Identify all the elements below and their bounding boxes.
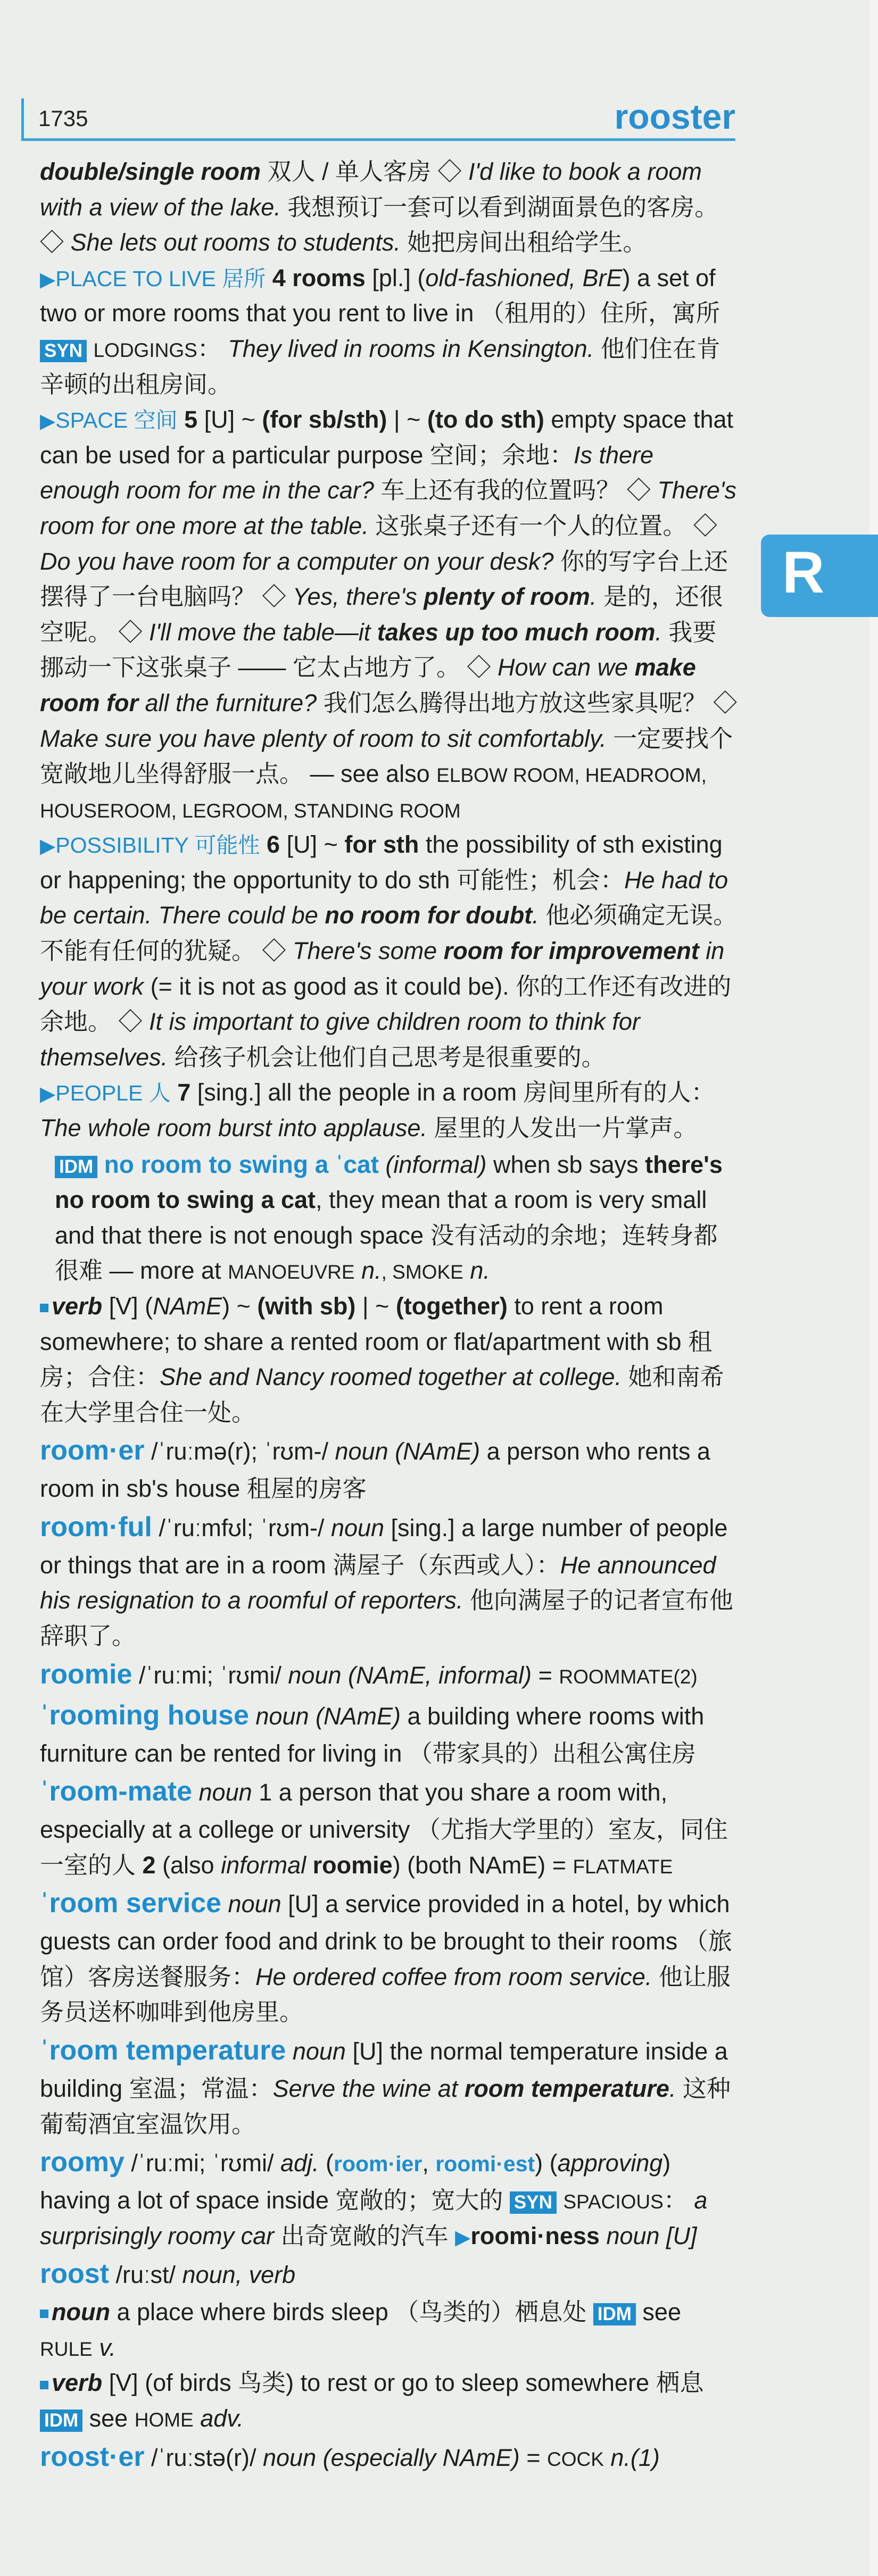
sense-number: 6 <box>267 831 280 858</box>
definition: empty space that can be used for a particular purpose 空间；余地： <box>40 406 734 469</box>
sense-space <box>40 402 740 827</box>
sense-number: 2 <box>142 1851 156 1879</box>
cross-reference: ELBOW ROOM, HEADROOM, HOUSEROOM, LEGROOM, STANDING ROOM <box>40 764 707 822</box>
entry-roomy: roomy /ˈruːmi; ˈrʊmi/ adj. (room·ier, roomi·est) (approving) having a lot of space inside 宽敞的；宽大的 SYN SPACIOUS： a surprisingly roomy car 出奇宽敞的汽车 ▶roomi·ness noun [U] <box>40 2147 708 2249</box>
sense-label: PLACE TO LIVE 居所 <box>55 266 266 291</box>
pos-label: noun <box>52 2298 110 2326</box>
translation: 我想预订一套可以看到湖面景色的客房。 ◇ <box>40 193 719 256</box>
cross-reference: MANOEUVRE <box>228 1261 355 1283</box>
idiom-phrase: no room to swing a ˈcat <box>104 1150 379 1178</box>
definition: [sing.] a large number of people or things that are in a room 满屋子（东西或人）： <box>40 1514 728 1579</box>
example: Yes, there's <box>293 583 424 611</box>
translation: 双人 / 单人客房 ◇ <box>261 158 469 185</box>
sense-place-to-live: ▶PLACE TO LIVE 居所 4 rooms [pl.] (old-fashioned, BrE) a set of two or more rooms that you rent to live in （租用的）住所，寓所 SYN LODGINGS： They lived in rooms in Kensington. 他们住在肯辛顿的出租房间。 <box>40 264 720 398</box>
thumb-index-tab <box>761 535 878 617</box>
example-bold: room temperature <box>464 2074 669 2102</box>
page-edge <box>869 0 878 2576</box>
translation: 他们住在肯辛顿的出租房间。 <box>40 335 720 398</box>
headword: ˈroom temperature <box>40 2035 286 2066</box>
part-of-speech: noun, verb <box>182 2261 296 2289</box>
synonym: SPACIOUS <box>563 2191 664 2213</box>
translation: 她把房间出租给学生。 <box>400 229 647 256</box>
sense-people <box>40 1075 740 1146</box>
entry-room-mate <box>40 1771 740 1883</box>
part-of-speech: noun <box>192 1779 252 1806</box>
pos-label: verb <box>52 1293 103 1320</box>
example-bold: no room for doubt <box>325 902 533 929</box>
pronunciation: /ˈruːstə(r)/ <box>144 2444 263 2471</box>
syn-badge: SYN <box>510 2191 557 2214</box>
translation: 是的，还很空呢。 ◇ <box>40 583 723 646</box>
part-of-speech: adv. <box>193 2405 244 2432</box>
roost-noun-block <box>40 2295 740 2365</box>
derivative-arrow-icon: ▶ <box>455 2226 471 2249</box>
pronunciation: /ˈruːmfʊl; ˈrʊm-/ <box>152 1514 331 1541</box>
example: Do you have room for a computer on your desk? <box>40 547 554 575</box>
example: all the furniture? <box>138 689 317 716</box>
example: She lets out rooms to students. <box>70 229 401 256</box>
part-of-speech: n. <box>463 1257 490 1285</box>
superlative: roomi·est <box>435 2152 535 2177</box>
definition: = <box>519 2444 547 2471</box>
entry-rooming-house <box>40 1695 740 1772</box>
part-of-speech: adj. <box>280 2149 319 2177</box>
see-text: see <box>82 2405 135 2432</box>
part-of-speech: noun <box>221 1890 281 1918</box>
definition: a place where birds sleep （鸟类的）栖息处 <box>110 2298 593 2326</box>
example: He had to be certain. There could be <box>40 866 728 929</box>
register: (especially NAmE) <box>316 2444 520 2471</box>
bullet-square-icon <box>40 2381 48 2389</box>
definition: to rent a room somewhere; to share a rented room or flat/apartment with sb 租房；合住： <box>40 1293 713 1391</box>
grammar: [pl.] ( <box>365 264 426 291</box>
cross-reference: COCK <box>546 2448 604 2470</box>
entry-room-temperature <box>40 2030 740 2142</box>
definition: the possibility of sth existing or happening; the opportunity to do sth 可能性；机会： <box>40 831 723 894</box>
header-bar <box>21 98 24 141</box>
register: (NAmE, informal) <box>341 1661 532 1689</box>
headword: roomie <box>40 1658 132 1690</box>
part-of-speech: noun <box>262 2444 317 2471</box>
sense-headword: rooms <box>292 264 366 291</box>
entries-column <box>40 154 740 2478</box>
entry-roomer <box>40 1430 740 1507</box>
headword: room·ful <box>40 1511 152 1543</box>
example: There's some <box>293 937 444 965</box>
room-intro-example <box>40 154 740 261</box>
definition: [U] the normal temperature inside a building 室温；常温： <box>40 2038 728 2102</box>
example: . <box>669 2074 676 2102</box>
pronunciation: /ruːst/ <box>109 2261 183 2289</box>
entry-room-service <box>40 1883 740 2030</box>
example-bold: takes up too much room <box>377 618 656 646</box>
part-of-speech: noun <box>249 1702 309 1730</box>
entry-rooster <box>40 2437 740 2478</box>
example: Make sure you have plenty of room to sit comfortably. <box>40 724 607 752</box>
pattern-separator: | ~ <box>387 406 427 433</box>
register: informal <box>221 1851 313 1879</box>
sense-label: SPACE 空间 <box>55 408 178 433</box>
inflections-open: ( <box>319 2149 334 2177</box>
thumb-index-letter: R <box>782 540 825 605</box>
synonym: LODGINGS <box>93 339 197 361</box>
example: It is important to give children room to think for themselves. <box>40 1008 640 1071</box>
example-bold: double/single room <box>40 158 261 185</box>
translation: 他必须确定无误。不能有任何的犹疑。 ◇ <box>40 902 738 965</box>
sense-number: 5 <box>184 406 198 433</box>
example: There's room for one more at the table. <box>40 477 737 539</box>
definition: [sing.] all the people in a room 房间里所有的人： <box>190 1079 715 1106</box>
definition: [U] a service provided in a hotel, by which guests can order food and drink to be brought to their rooms （旅馆）客房送餐服务： <box>40 1890 732 1990</box>
translation: 他让服务员送杯咖啡到他房里。 <box>40 1963 731 2026</box>
pronunciation: /ˈruːmə(r); ˈrʊm-/ <box>144 1438 335 1465</box>
part-of-speech: noun <box>286 2038 346 2065</box>
translation: 这张桌子还有一个人的位置。 ◇ <box>368 512 717 539</box>
inflections-close: ) ( <box>535 2149 558 2177</box>
register: NAmE <box>153 1293 222 1320</box>
pattern: (together) <box>395 1293 508 1320</box>
grammar: [U] ~ <box>197 406 262 433</box>
grammar: [V] ( <box>102 1293 153 1320</box>
example: in your work <box>40 937 725 1000</box>
translation: 我要挪动一下这张桌子 —— 它太占地方了。 ◇ <box>40 618 717 681</box>
definition: , they mean that a room is very small and that there is not enough space 没有活动的余地；连转身都很难 — more at <box>55 1186 718 1285</box>
register: (NAmE) <box>309 1702 401 1730</box>
example: How can we <box>498 654 635 681</box>
idiom-block <box>40 1146 740 1289</box>
translation: 他向满屋子的记者宣布他辞职了。 <box>40 1587 733 1650</box>
definition: [V] (of birds 鸟类) to rest or go to sleep somewhere 栖息 <box>102 2369 704 2397</box>
example-bold: room for improvement <box>443 937 699 965</box>
part-of-speech: n.(1) <box>603 2444 660 2471</box>
bullet-square-icon <box>40 1304 48 1312</box>
headword: ˈroom-mate <box>40 1776 193 1807</box>
headword: roost·er <box>40 2441 145 2472</box>
part-of-speech: noun [U] <box>599 2222 697 2249</box>
headword: ˈrooming house <box>40 1699 249 1731</box>
running-headword: rooster <box>614 97 735 136</box>
variant-headword: roomie <box>312 1851 393 1879</box>
page-header <box>21 98 735 141</box>
sense-label: POSSIBILITY 可能性 <box>55 833 260 858</box>
part-of-speech: noun <box>335 1438 388 1465</box>
pattern: (to do sth) <box>427 406 544 433</box>
headword: ˈroom service <box>40 1888 222 1919</box>
translation: 你的写字台上还摆得了一台电脑吗？ ◇ <box>40 547 728 611</box>
comparative: room·ier <box>334 2152 423 2177</box>
definition: a person who rents a room in sb's house 租屋的房客 <box>40 1438 710 1503</box>
headword: roomy <box>40 2147 125 2178</box>
idm-badge: IDM <box>40 2410 82 2432</box>
example-bold: make room for <box>40 654 696 716</box>
cross-reference: FLATMATE <box>573 1855 673 1878</box>
pattern: (for sb/sth) <box>262 406 387 433</box>
pronunciation: /ˈruːmi; ˈrʊmi/ <box>132 1661 288 1689</box>
gloss: (= it is not as good as it could be). 你的工作还有改进的余地。 ◇ <box>40 972 732 1036</box>
entry-roomie <box>40 1654 740 1695</box>
definition: ) a set of two or more rooms that you rent to live in （租用的）住所，寓所 <box>40 264 720 327</box>
cross-reference: HOME <box>134 2409 194 2431</box>
idm-badge: IDM <box>55 1156 97 1178</box>
definition: ) (both NAmE) = <box>392 1851 573 1879</box>
sense-arrow-icon: ▶ <box>40 1083 56 1106</box>
see-text: see <box>635 2298 681 2326</box>
example-bold: plenty of room <box>424 583 590 611</box>
translation: 给孩子机会让他们自己思考是很重要的。 <box>168 1043 606 1071</box>
page-number: 1735 <box>38 106 88 131</box>
example: He announced his resignation to a roomful of reporters. <box>40 1551 716 1614</box>
sense-number: 4 <box>272 264 286 291</box>
definition: 1 a person that you share a room with, especially at a college or university （尤指大学里的）室友，同住一室的人 <box>40 1779 728 1879</box>
derivative: roomi·ness <box>470 2222 600 2249</box>
example: I'll move the table—it <box>149 618 377 646</box>
verb-block <box>40 1289 740 1430</box>
translation: 我们怎么腾得出地方放这些家具呢？ ◇ <box>317 689 738 716</box>
inflection-separator: , <box>422 2149 436 2177</box>
translation: 屋里的人发出一片掌声。 <box>427 1114 698 1142</box>
register: (informal) <box>378 1151 487 1178</box>
example: I'd like to book a room with a view of the lake. <box>40 158 702 221</box>
part-of-speech: n. <box>354 1257 382 1285</box>
translation: 出奇宽敞的汽车 <box>274 2222 455 2249</box>
example: Is there enough room for me in the car? <box>40 441 654 504</box>
definition: = <box>532 1661 559 1689</box>
translation: 她和南希在大学里合住一处。 <box>40 1363 724 1426</box>
syn-badge: SYN <box>40 340 87 362</box>
entry-roost <box>40 2254 740 2295</box>
pos-label: verb <box>52 2369 103 2397</box>
sense-arrow-icon: ▶ <box>40 410 56 433</box>
pronunciation: /ˈruːmi; ˈrʊmi/ <box>124 2149 280 2177</box>
sense-label: PEOPLE 人 <box>55 1081 171 1106</box>
roost-verb-block <box>40 2365 740 2436</box>
example: He ordered coffee from room service. <box>255 1963 652 1990</box>
register: approving <box>557 2149 663 2177</box>
headword: roost <box>40 2258 109 2290</box>
part-of-speech: v. <box>92 2333 116 2361</box>
example: They lived in rooms in Kensington. <box>228 335 594 362</box>
translation: 一定要找个宽敞地儿坐得舒服一点。 — see also <box>40 724 733 788</box>
idm-badge: IDM <box>593 2303 636 2325</box>
definition: (also <box>155 1851 221 1879</box>
definition: when sb says <box>486 1151 645 1178</box>
definition: ) having a lot of space inside 宽敞的；宽大的 <box>40 2149 671 2214</box>
example: She and Nancy roomed together at college. <box>160 1363 622 1391</box>
definition: a building where rooms with furniture can be rented for living in （带家具的）出租公寓住房 <box>40 1702 705 1767</box>
example: Serve the wine at <box>272 2074 465 2102</box>
example: . <box>655 618 662 646</box>
cross-reference: , SMOKE <box>381 1261 463 1283</box>
example: a surprisingly roomy car <box>40 2187 708 2249</box>
cross-reference: ROOMMATE(2) <box>559 1665 698 1688</box>
headword: room·er <box>40 1435 145 1466</box>
sense-possibility <box>40 827 740 1075</box>
sense-number: 7 <box>177 1079 191 1106</box>
sense-arrow-icon: ▶ <box>40 268 56 291</box>
translation: 车上还有我的位置吗？ ◇ <box>374 477 658 504</box>
example: The whole room burst into applause. <box>40 1114 427 1142</box>
register: old-fashioned, BrE <box>425 264 623 291</box>
sense-arrow-icon: ▶ <box>40 835 56 858</box>
idiom-bold: there's no room to swing a cat <box>55 1151 723 1214</box>
bullet-square-icon <box>40 2310 48 2318</box>
translation: 这种葡萄酒宜室温饮用。 <box>40 2074 731 2138</box>
part-of-speech: noun <box>330 1514 385 1541</box>
pattern: (with sb) <box>257 1293 356 1320</box>
cross-reference: RULE <box>40 2338 93 2360</box>
header-rule <box>21 138 735 141</box>
part-of-speech: noun <box>288 1661 342 1689</box>
grammar: ) ~ <box>222 1293 258 1320</box>
example: . <box>590 583 597 611</box>
grammar: [U] ~ <box>280 831 345 858</box>
pattern-separator: | ~ <box>355 1293 396 1320</box>
pattern: for sth <box>344 831 419 858</box>
example: . <box>532 902 539 929</box>
register: (NAmE) <box>388 1438 481 1465</box>
entry-roomful <box>40 1507 740 1654</box>
